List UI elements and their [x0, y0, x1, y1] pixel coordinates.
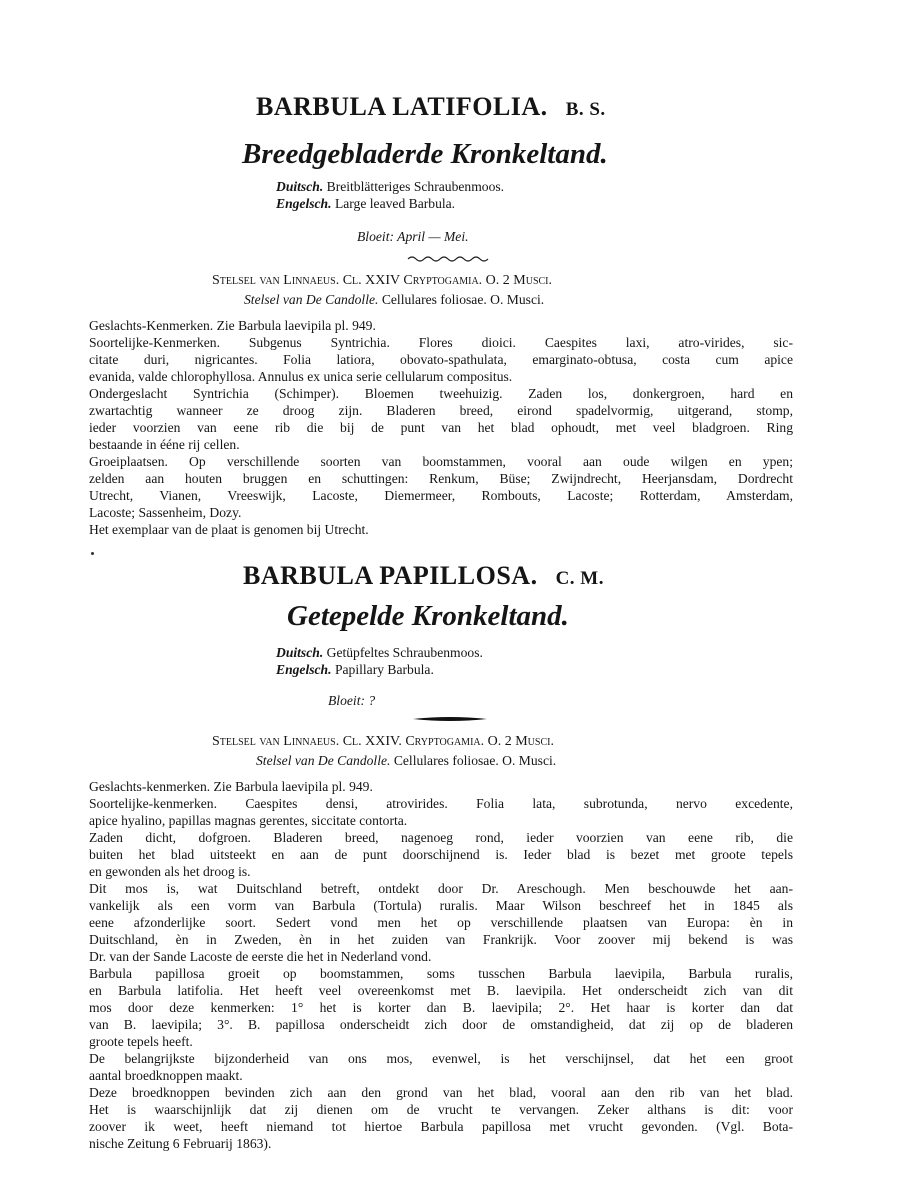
wave-ornament-icon [407, 254, 489, 264]
author-abbreviation: C. M. [555, 568, 604, 589]
text-line: en gewonden als het droog is. [89, 864, 251, 879]
text-line: zelden aan houten bruggen en schuttingen: Renkum, Büse; Zwijndrecht, Heerjansdam, Dordrecht [89, 471, 793, 486]
flowering-period: Bloeit: ? [328, 693, 376, 708]
text-line: Utrecht, Vianen, Vreeswijk, Lacoste, Diemermeer, Rombouts, Lacoste; Rotterdam, Amsterdam, [89, 488, 793, 503]
species-title-latifolia [256, 92, 606, 122]
text-line: evanida, valde chlorophyllosa. Annulus ex unica serie cellularum compositus. [89, 369, 513, 384]
vernacular-name-papillosa: Getepelde Kronkeltand. [287, 600, 569, 632]
text-line: Barbula papillosa groeit op boomstammen, soms tusschen Barbula laevipila, Barbula ruralis, [89, 966, 793, 981]
text-line: Zaden dicht, dofgroen. Bladeren breed, nagenoeg rond, ieder voorzien van eene rib, die [89, 830, 793, 845]
text-line: Dr. van der Sande Lacoste de eerste die het in Nederland vond. [89, 949, 432, 964]
text-line: Soortelijke-Kenmerken. Subgenus Syntrichia. Flores dioici. Caespites laxi, atro-virides, sic- [89, 335, 793, 350]
text-line: Geslachts-Kenmerken. Zie Barbula laevipila pl. 949. [89, 318, 376, 333]
species-name: BARBULA LATIFOLIA. [256, 92, 548, 121]
text-line: aantal broedknoppen maakt. [89, 1068, 243, 1083]
text-line: Lacoste; Sassenheim, Dozy. [89, 505, 242, 520]
text-line: ieder voorzien van eene rib die bij de punt van het blad ophoudt, met veel bladgroen. Ring [89, 420, 793, 435]
flowering-period: Bloeit: April — Mei. [357, 229, 469, 244]
rule-ornament-icon [412, 714, 488, 724]
text-line: Deze broedknoppen bevinden zich aan den grond van het blad, vooral aan den rib van het blad. [89, 1085, 793, 1100]
vernacular-name-latifolia: Breedgebladerde Kronkeltand. [242, 138, 608, 170]
text-line: apice hyalino, papillas magnas gerentes, siccitate contorta. [89, 813, 408, 828]
text-line: groote tepels heeft. [89, 1034, 193, 1049]
text-line: De belangrijkste bijzonderheid van ons mos, evenwel, is het verschijnsel, dat het een groot [89, 1051, 793, 1066]
species-name: BARBULA PAPILLOSA. [243, 561, 538, 590]
english-name: Engelsch. Large leaved Barbula. [276, 196, 456, 211]
text-line: Groeiplaatsen. Op verschillende soorten van boomstammen, vooral aan oude wilgen en ypen; [89, 454, 793, 469]
stray-dot [91, 552, 94, 555]
text-line: Het is waarschijnlijk dat zij dienen om de vrucht te vervangen. Zeker althans is dit: voor [89, 1102, 793, 1117]
text-line: Soortelijke-kenmerken. Caespites densi, atrovirides. Folia lata, subrotunda, nervo excedente, [89, 796, 793, 811]
text-line: van B. laevipila; 3°. B. papillosa onderscheidt zich door de omstandigheid, dat zij op de bladeren [89, 1017, 793, 1032]
text-line: nische Zeitung 6 Februarij 1863). [89, 1136, 272, 1151]
text-line: zoover ik weet, heeft niemand tot hiertoe Barbula papillosa met vrucht gevonden. (Vgl. Bota- [89, 1119, 793, 1134]
text-line: Het exemplaar van de plaat is genomen bij Utrecht. [89, 522, 369, 537]
species-title-papillosa [243, 561, 604, 591]
text-line: vankelijk als een vorm van Barbula (Tortula) ruralis. Maar Wilson beschreef het in 1845 als [89, 898, 793, 913]
text-line: citate duri, nigricantes. Folia latiora, obovato-spathulata, emarginato-obtusa, costa cum apice [89, 352, 793, 367]
german-name: Duitsch. Breitblätteriges Schraubenmoos. [276, 179, 505, 194]
text-line: Ondergeslacht Syntrichia (Schimper). Bloemen tweehuizig. Zaden los, donkergroen, hard en [89, 386, 793, 401]
text-line: en Barbula latifolia. Het heeft veel overeenkomst met B. laevipila. Het onderscheidt zich van dit [89, 983, 793, 998]
text-line: mos door deze kenmerken: 1° het is korter dan B. laevipila; 2°. Het haar is korter dan dat [89, 1000, 793, 1015]
text-line: eene afzonderlijke soort. Sedert vond men het op verschillende plaatsen van Europa: èn in [89, 915, 793, 930]
linnaeus-system-line: Stelsel van Linnaeus. Cl. XXIV Cryptogamia. O. 2 Musci. [212, 273, 553, 288]
text-line: Geslachts-kenmerken. Zie Barbula laevipila pl. 949. [89, 779, 373, 794]
german-name: Duitsch. Getüpfeltes Schraubenmoos. [276, 645, 483, 660]
candolle-system-line: Stelsel van De Candolle. Cellulares foliosae. O. Musci. [256, 753, 557, 768]
candolle-system-line: Stelsel van De Candolle. Cellulares foliosae. O. Musci. [244, 292, 545, 307]
linnaeus-system-line: Stelsel van Linnaeus. Cl. XXIV. Cryptogamia. O. 2 Musci. [212, 734, 554, 749]
text-line: Dit mos is, wat Duitschland betreft, ontdekt door Dr. Areschough. Men beschouwde het aan- [89, 881, 793, 896]
text-line: Duitschland, èn in Zweden, èn in het zuiden van Frankrijk. Voor zoover mij bekend is was [89, 932, 793, 947]
author-abbreviation: B. S. [565, 99, 606, 120]
text-line: bestaande in ééne rij cellen. [89, 437, 240, 452]
text-line: buiten het blad uitsteekt en aan de punt doorschijnend is. Ieder blad is bezet met groote tepels [89, 847, 793, 862]
text-line: zwartachtig wanneer ze droog zijn. Bladeren breed, eirond spadelvormig, uitgerand, stomp, [89, 403, 793, 418]
english-name: Engelsch. Papillary Barbula. [276, 662, 434, 677]
